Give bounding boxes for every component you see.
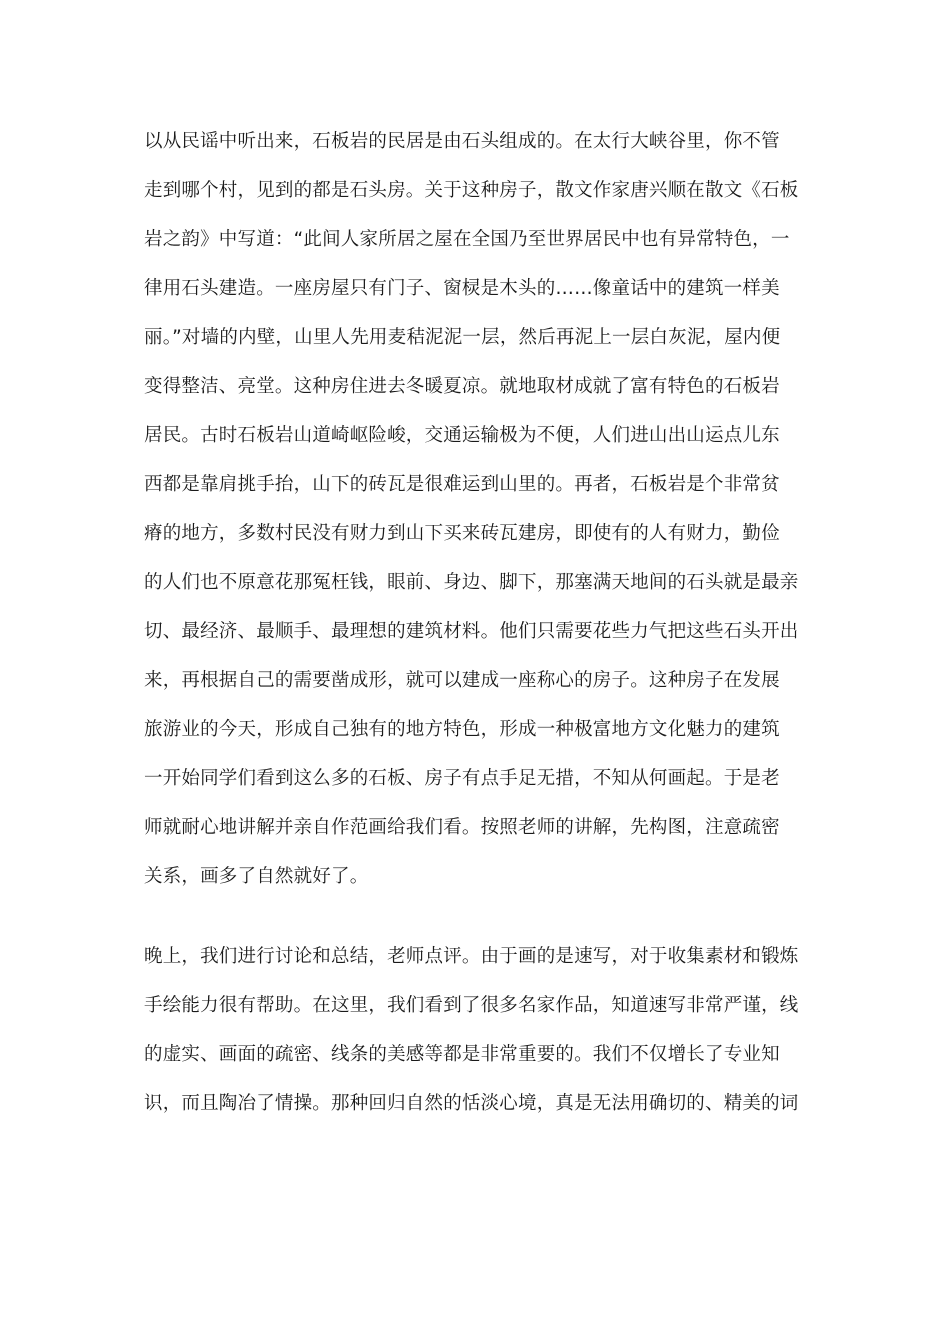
text-line: 走到哪个村，见到的都是石头房。关于这种房子，散文作家唐兴顺在散文《石板 — [144, 180, 799, 201]
text-line: 一开始同学们看到这么多的石板、房子有点手足无措，不知从何画起。于是老 — [144, 768, 780, 789]
paragraph-2 — [144, 932, 824, 1128]
text-line: 的人们也不原意花那冤枉钱，眼前、身边、脚下，那塞满天地间的石头就是最亲 — [144, 572, 799, 593]
text-line: 居民。古时石板岩山道崎岖险峻，交通运输极为不便，人们进山出山运点儿东 — [144, 425, 780, 446]
text-line: 师就耐心地讲解并亲自作范画给我们看。按照老师的讲解，先构图，注意疏密 — [144, 817, 780, 838]
text-line: 丽。”对墙的内壁，山里人先用麦秸泥泥一层，然后再泥上一层白灰泥，屋内便 — [144, 327, 781, 348]
text-line: 晚上，我们进行讨论和总结，老师点评。由于画的是速写，对于收集素材和锻炼 — [144, 946, 799, 967]
text-line: 以从民谣中听出来，石板岩的民居是由石头组成的。在太行大峡谷里，你不管 — [144, 131, 780, 152]
text-line: 瘠的地方，多数村民没有财力到山下买来砖瓦建房，即使有的人有财力，勤俭 — [144, 523, 780, 544]
text-line: 识，而且陶冶了情操。那种回归自然的恬淡心境，真是无法用确切的、精美的词 — [144, 1093, 799, 1114]
text-line: 来，再根据自己的需要凿成形，就可以建成一座称心的房子。这种房子在发展 — [144, 670, 780, 691]
text-line: 西都是靠肩挑手抬，山下的砖瓦是很难运到山里的。再者，石板岩是个非常贫 — [144, 474, 780, 495]
text-line: 的虚实、画面的疏密、线条的美感等都是非常重要的。我们不仅增长了专业知 — [144, 1044, 780, 1065]
text-line: 岩之韵》中写道：“此间人家所居之屋在全国乃至世界居民中也有异常特色，一 — [144, 229, 790, 250]
text-line: 律用石头建造。一座房屋只有门子、窗棂是木头的……像童话中的建筑一样美 — [144, 278, 780, 299]
text-line: 旅游业的今天，形成自己独有的地方特色，形成一种极富地方文化魅力的建筑 — [144, 719, 780, 740]
text-line: 手绘能力很有帮助。在这里，我们看到了很多名家作品，知道速写非常严谨，线 — [144, 995, 799, 1016]
text-line: 关系，画多了自然就好了。 — [144, 866, 369, 887]
paragraph-1 — [144, 117, 824, 901]
text-line: 切、最经济、最顺手、最理想的建筑材料。他们只需要花些力气把这些石头开出 — [144, 621, 799, 642]
text-line: 变得整洁、亮堂。这种房住进去冬暖夏凉。就地取材成就了富有特色的石板岩 — [144, 376, 780, 397]
